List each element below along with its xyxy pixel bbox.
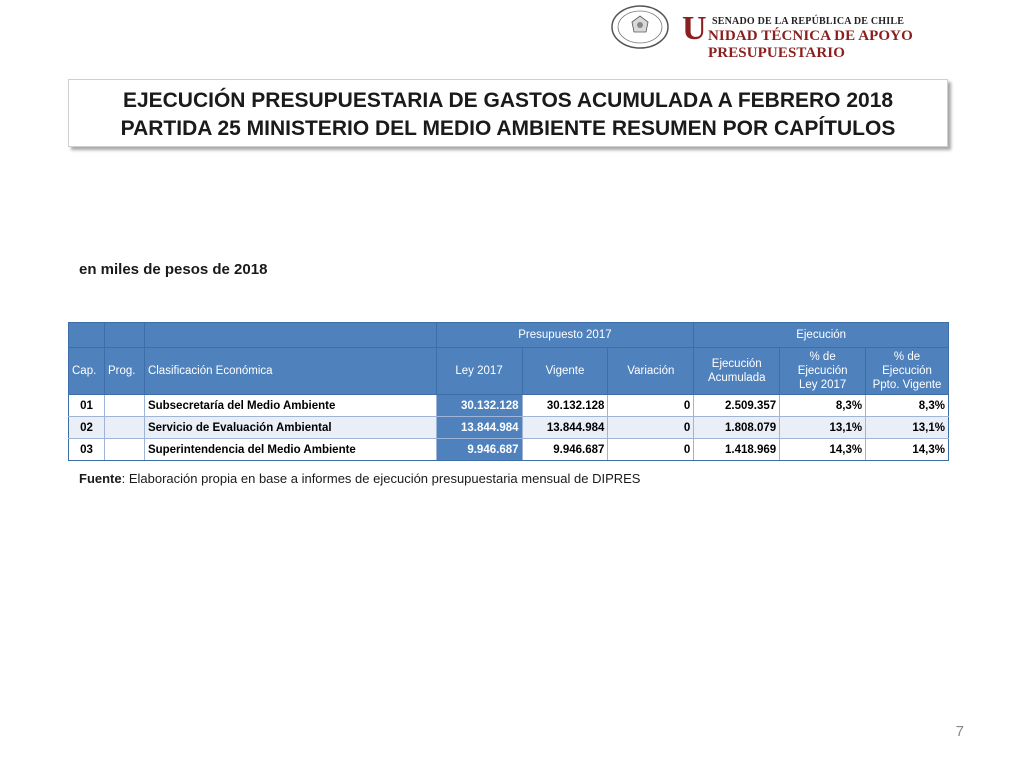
title-box: [68, 79, 948, 147]
cell-pct-vigente: 14,3%: [866, 439, 949, 461]
cell-vigente: 30.132.128: [522, 395, 608, 417]
col-header-ley: Ley 2017: [436, 348, 522, 395]
table-row: [69, 417, 949, 439]
cell-ley: 9.946.687: [436, 439, 522, 461]
col-header-variacion: Variación: [608, 348, 694, 395]
senado-seal-logo: [610, 4, 670, 50]
cell-ejecucion: 1.808.079: [694, 417, 780, 439]
col-header-pct-ley-line2: Ley 2017: [798, 379, 847, 391]
cell-clasificacion: Superintendencia del Medio Ambiente: [144, 439, 436, 461]
cell-variacion: 0: [608, 417, 694, 439]
col-header-vigente: Vigente: [522, 348, 608, 395]
cell-pct-ley: 14,3%: [780, 439, 866, 461]
brand-line-unidad: NIDAD TÉCNICA DE APOYO PRESUPUESTARIO: [708, 28, 913, 61]
cell-vigente: 9.946.687: [522, 439, 608, 461]
col-header-pct-vig-line1: % de Ejecución: [882, 351, 932, 377]
col-header-pct-ley-line1: % de Ejecución: [797, 351, 848, 377]
cell-ley: 30.132.128: [436, 395, 522, 417]
cell-vigente: 13.844.984: [522, 417, 608, 439]
units-subtitle: en miles de pesos de 2018: [79, 261, 268, 278]
cell-prog: [104, 439, 144, 461]
cell-cap: 02: [69, 417, 105, 439]
table-row: [69, 439, 949, 461]
group-header-presupuesto: Presupuesto 2017: [436, 323, 694, 348]
brand-line-senado: SENADO DE LA REPÚBLICA DE CHILE: [712, 16, 905, 27]
col-header-clasificacion: Clasificación Económica: [144, 348, 436, 395]
cell-pct-vigente: 13,1%: [866, 417, 949, 439]
cell-ley: 13.844.984: [436, 417, 522, 439]
utap-brand-logo: [682, 10, 1012, 61]
col-header-ejec-acum-line2: Acumulada: [707, 372, 766, 384]
col-header-cap: Cap.: [69, 348, 105, 395]
empty-header-cell: [104, 323, 144, 348]
cell-prog: [104, 417, 144, 439]
source-note: [79, 471, 640, 486]
cell-ejecucion: 2.509.357: [694, 395, 780, 417]
col-header-ejecucion-acumulada: [694, 348, 780, 395]
title-line-1: EJECUCIÓN PRESUPUESTARIA DE GASTOS ACUMULADA A FEBRERO 2018: [122, 89, 894, 112]
cell-pct-vigente: 8,3%: [866, 395, 949, 417]
table-column-header-row: [69, 348, 949, 395]
col-header-prog: Prog.: [104, 348, 144, 395]
cell-prog: [104, 395, 144, 417]
source-text: : Elaboración propia en base a informes de ejecución presupuestaria mensual de DIPRES: [121, 471, 641, 486]
cell-pct-ley: 13,1%: [780, 417, 866, 439]
col-header-pct-vig-line2: Ppto. Vigente: [872, 379, 942, 391]
brand-initial: U: [682, 10, 707, 47]
table-group-header-row: [69, 323, 949, 348]
col-header-pct-ley: [780, 348, 866, 395]
col-header-ejec-acum-line1: Ejecución: [711, 358, 762, 370]
cell-clasificacion: Subsecretaría del Medio Ambiente: [144, 395, 436, 417]
table-row: [69, 395, 949, 417]
cell-cap: 03: [69, 439, 105, 461]
cell-clasificacion: Servicio de Evaluación Ambiental: [144, 417, 436, 439]
page-number: 7: [955, 723, 964, 740]
col-header-pct-vigente: [866, 348, 949, 395]
source-label: Fuente: [79, 471, 122, 486]
cell-cap: 01: [69, 395, 105, 417]
title-line-2: PARTIDA 25 MINISTERIO DEL MEDIO AMBIENTE RESUMEN POR CAPÍTULOS: [120, 117, 896, 140]
empty-header-cell: [144, 323, 436, 348]
empty-header-cell: [69, 323, 105, 348]
cell-variacion: 0: [608, 395, 694, 417]
cell-variacion: 0: [608, 439, 694, 461]
cell-pct-ley: 8,3%: [780, 395, 866, 417]
cell-ejecucion: 1.418.969: [694, 439, 780, 461]
group-header-ejecucion: Ejecución: [694, 323, 949, 348]
budget-table: [68, 322, 949, 461]
